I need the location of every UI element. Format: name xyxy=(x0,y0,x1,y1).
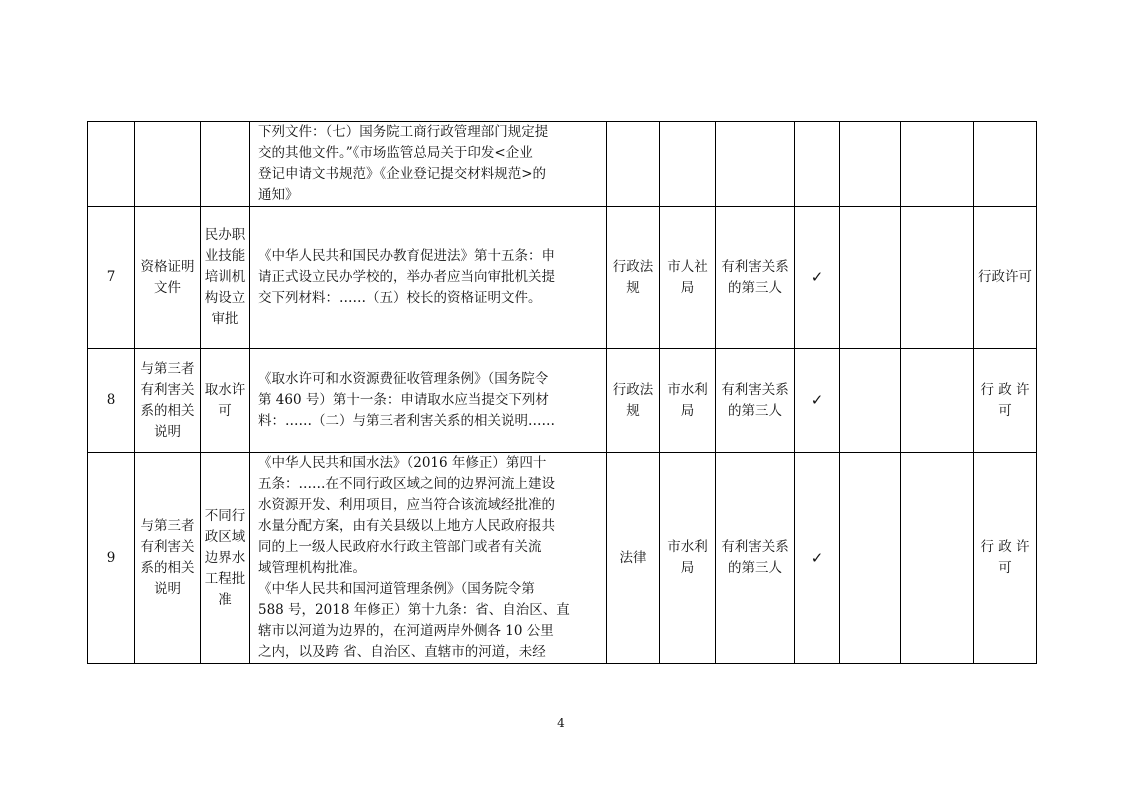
page-number: 4 xyxy=(557,716,565,730)
category xyxy=(974,122,1037,207)
row-number: 7 xyxy=(88,207,135,349)
basis-line: 588 号，2018 年修正）第十九条：省、自治区、直 xyxy=(258,602,570,618)
material-name: 与第三者有利害关系的相关说明 xyxy=(135,453,201,664)
basis-line: 水量分配方案，由有关县级以上地方人民政府报共 xyxy=(258,518,555,534)
empty-cell xyxy=(840,349,901,453)
empty-cell xyxy=(840,453,901,664)
matter-name: 民办职业技能培训机构设立审批 xyxy=(201,207,250,349)
basis-line: 下列文件：（七）国务院工商行政管理部门规定提 xyxy=(258,124,549,140)
basis-line: 之内，以及跨 省、自治区、直辖市的河道，未经 xyxy=(258,644,546,660)
legal-basis xyxy=(250,207,607,349)
legal-basis xyxy=(250,349,607,453)
empty-cell xyxy=(840,207,901,349)
basis-level: 法律 xyxy=(607,453,660,664)
basis-level: 行政法规 xyxy=(607,349,660,453)
basis-line: 《取水许可和水资源费征收管理条例》（国务院令 xyxy=(258,371,549,387)
table-row xyxy=(88,122,1037,207)
basis-line: 同的上一级人民政府水行政主管部门或者有关流 xyxy=(258,539,542,555)
basis-line: 水资源开发、利用项目，应当符合该流域经批准的 xyxy=(258,497,555,513)
basis-line: 《中华人民共和国民办教育促进法》第十五条：申 xyxy=(258,248,555,264)
basis-line: 登记申请文书规范》《企业登记提交材料规范>的 xyxy=(258,166,547,182)
matter-name: 取水许可 xyxy=(201,349,250,453)
table-row xyxy=(88,207,1037,349)
basis-line: 五条：……在不同行政区域之间的边界河流上建设 xyxy=(258,476,555,492)
scope: 有利害关系的第三人 xyxy=(716,207,795,349)
check-mark: ✓ xyxy=(795,207,840,349)
check-mark: ✓ xyxy=(795,349,840,453)
department xyxy=(660,122,716,207)
row-number: 9 xyxy=(88,453,135,664)
material-name: 资格证明文件 xyxy=(135,207,201,349)
basis-line: 《中华人民共和国河道管理条例》（国务院令第 xyxy=(258,581,535,597)
basis-level: 行政法规 xyxy=(607,207,660,349)
table-row xyxy=(88,453,1037,664)
material-name: 与第三者有利害关系的相关说明 xyxy=(135,349,201,453)
check-mark xyxy=(795,122,840,207)
scope: 有利害关系的第三人 xyxy=(716,349,795,453)
row-number: 8 xyxy=(88,349,135,453)
category: 行政许可 xyxy=(974,207,1037,349)
row-number xyxy=(88,122,135,207)
scope xyxy=(716,122,795,207)
scope: 有利害关系的第三人 xyxy=(716,453,795,664)
basis-line: 交的其他文件。”《市场监管总局关于印发<企业 xyxy=(258,145,533,161)
empty-cell xyxy=(901,453,974,664)
legal-basis xyxy=(250,122,607,207)
basis-line: 辖市以河道为边界的，在河道两岸外侧各 10 公里 xyxy=(258,623,554,639)
empty-cell xyxy=(901,207,974,349)
department: 市水利局 xyxy=(660,349,716,453)
empty-cell xyxy=(901,122,974,207)
basis-line: 料：……（二）与第三者利害关系的相关说明…… xyxy=(258,413,555,429)
materials-table xyxy=(87,121,1037,664)
basis-line: 请正式设立民办学校的，举办者应当向审批机关提 xyxy=(258,269,555,285)
department: 市人社局 xyxy=(660,207,716,349)
basis-line: 域管理机构批准。 xyxy=(258,560,366,576)
table-row xyxy=(88,349,1037,453)
basis-line: 通知》 xyxy=(258,187,299,203)
basis-line: 第 460 号）第十一条：申请取水应当提交下列材 xyxy=(258,392,549,408)
matter-name: 不同行政区域边界水工程批准 xyxy=(201,453,250,664)
matter-name xyxy=(201,122,250,207)
legal-basis xyxy=(250,453,607,664)
category: 行 政 许可 xyxy=(974,453,1037,664)
department: 市水利局 xyxy=(660,453,716,664)
category: 行 政 许可 xyxy=(974,349,1037,453)
material-name xyxy=(135,122,201,207)
basis-line: 《中华人民共和国水法》（2016 年修正）第四十 xyxy=(258,455,547,471)
check-mark: ✓ xyxy=(795,453,840,664)
basis-line: 交下列材料：……（五）校长的资格证明文件。 xyxy=(258,290,542,306)
empty-cell xyxy=(901,349,974,453)
empty-cell xyxy=(840,122,901,207)
basis-level xyxy=(607,122,660,207)
